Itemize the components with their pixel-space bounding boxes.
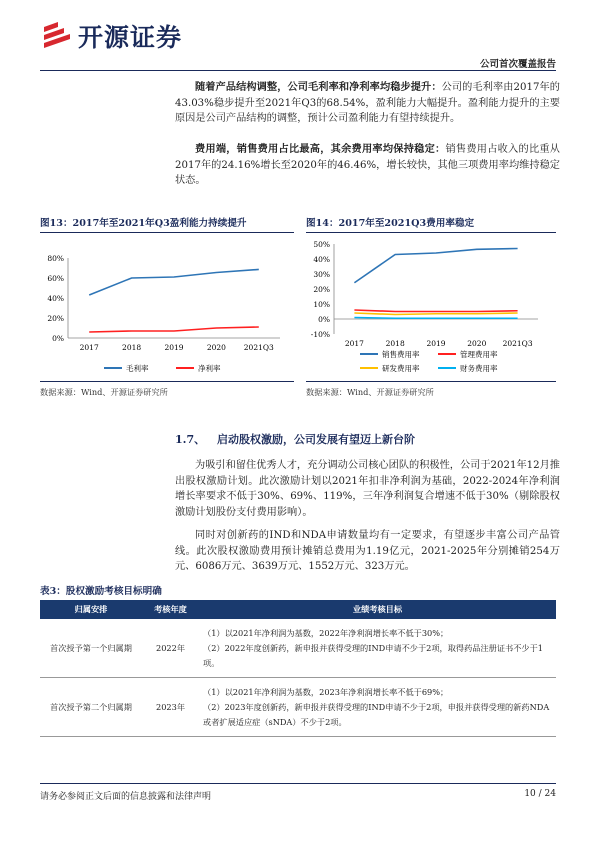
paragraph-text: 公司的毛利率由2017年的43.03%稳步提升至2021年Q3的68.54%，盈利能力大幅提升。盈利能力提升的主要原因是公司产品结构的调整，预计公司盈利能力有望持续提升。 — [175, 82, 560, 125]
table-header-cell: 业绩考核目标 — [199, 600, 556, 619]
x-tick-label: 2021Q3 — [243, 343, 274, 352]
figure-13-rule — [40, 232, 294, 233]
legend-label: 净利率 — [198, 364, 221, 373]
y-tick-label: 40% — [313, 255, 330, 264]
y-tick-label: 0% — [52, 334, 64, 343]
legend-label: 销售费用率 — [382, 350, 420, 359]
x-tick-label: 2017 — [344, 339, 364, 348]
table-cell-year: 2023年 — [142, 678, 199, 737]
incentive-target-table — [40, 600, 556, 737]
y-tick-label: 30% — [313, 270, 330, 279]
paragraph-ind-nda — [175, 528, 560, 575]
figure-13-title: 图13：2017年至2021年Q3盈利能力持续提升 — [40, 218, 247, 229]
table-header-cell: 归属安排 — [40, 600, 142, 619]
x-tick-label: 2018 — [122, 343, 142, 352]
x-tick-label: 2020 — [206, 343, 226, 352]
page-number: 10 / 24 — [524, 789, 556, 799]
table-row — [40, 619, 556, 678]
y-tick-label: 50% — [313, 240, 330, 249]
figure-13-source: 数据来源：Wind、开源证券研究所 — [40, 387, 168, 397]
legend-label: 管理费用率 — [460, 350, 498, 359]
y-tick-label: 60% — [47, 274, 64, 283]
requirement-line: （2）2023年度创新药，新申报并获得受理的IND申请不少于2项，申报并获得受理的新药NDA或者扩展适应症（sNDA）不少于2项。 — [203, 701, 550, 727]
paragraph-expense — [175, 142, 560, 189]
header-divider — [40, 70, 556, 71]
legend-label: 研发费用率 — [382, 364, 420, 373]
table-header-row — [40, 600, 556, 619]
series-line-毛利率 — [89, 269, 259, 295]
footer-disclaimer: 请务必参阅正文后面的信息披露和法律声明 — [40, 792, 212, 802]
y-tick-label: 10% — [313, 300, 330, 309]
paragraph-text: 销售费用占收入的比重从2017年的24.16%增长至2020年的46.46%，增长较快，其他三项费用率均维持稳定状态。 — [175, 144, 560, 187]
figure-14-rule — [306, 232, 556, 233]
table-cell-year: 2022年 — [142, 619, 199, 678]
x-tick-label: 2018 — [385, 339, 405, 348]
company-logo — [38, 19, 238, 53]
logo-mark-icon — [38, 19, 72, 53]
report-type: 公司首次覆盖报告 — [479, 59, 556, 70]
paragraph-text: 为吸引和留住优秀人才，充分调动公司核心团队的积极性，公司于2021年12月推出股权激励计划。此次激励计划以2021年扣非净利润为基础，2022-2024年净利润增长率要求不低于30%、69%、119%，三年净利润复合增速不低于30%（剔除股权激励计划股份支付费用影响）。 — [175, 460, 560, 519]
paragraph-margin — [175, 80, 560, 127]
requirement-line: （1）以2021年净利润为基数，2023年净利润增长率不低于69%； — [203, 686, 449, 697]
table-cell-requirement — [199, 619, 556, 678]
series-line-销售费用率 — [354, 249, 517, 283]
y-tick-label: 80% — [47, 254, 64, 263]
x-tick-label: 2019 — [426, 339, 446, 348]
x-tick-label: 2019 — [164, 343, 184, 352]
expense-ratio-chart — [306, 236, 556, 386]
logo-text: 开源证券 — [78, 23, 183, 52]
paragraph-text: 同时对创新药的IND和NDA申请数量均有一定要求，有望逐步丰富公司产品管线。此次股权激励费用预计摊销总费用为1.19亿元，2021-2025年分别摊销254万元、6086万元、3639万元、1552万元、323万元。 — [175, 530, 560, 573]
table-row — [40, 678, 556, 737]
y-tick-label: 20% — [313, 285, 330, 294]
figure-13-bottom-rule — [40, 381, 294, 382]
table-caption: 表3：股权激励考核目标明确 — [40, 586, 162, 597]
series-line-财务费用率 — [354, 318, 517, 319]
table-cell-period: 首次授予第一个归属期 — [40, 619, 142, 678]
y-tick-label: -10% — [310, 330, 330, 339]
y-tick-label: 0% — [318, 315, 330, 324]
footer-divider — [40, 783, 556, 784]
requirement-line: （1）以2021年净利润为基数，2022年净利润增长率不低于30%； — [203, 627, 449, 638]
figure-14-bottom-rule — [306, 381, 556, 382]
paragraph-bold-lead: 随着产品结构调整，公司毛利率和净利率均稳步提升： — [195, 81, 442, 93]
paragraph-bold-lead: 费用端，销售费用占比最高，其余费用率均保持稳定： — [195, 143, 446, 155]
section-number: 1.7、 — [175, 433, 206, 446]
figure-14-source: 数据来源：Wind、开源证券研究所 — [306, 387, 434, 397]
legend-label: 毛利率 — [126, 364, 149, 373]
table-cell-requirement — [199, 678, 556, 737]
requirement-line: （2）2022年度创新药，新申报并获得受理的IND申请不少于2项，取得药品注册证书不少于1项。 — [203, 642, 543, 668]
y-tick-label: 20% — [47, 314, 64, 323]
table-cell-period: 首次授予第二个归属期 — [40, 678, 142, 737]
paragraph-incentive — [175, 458, 560, 521]
series-line-管理费用率 — [354, 310, 517, 312]
x-tick-label: 2017 — [79, 343, 99, 352]
x-tick-label: 2020 — [467, 339, 487, 348]
y-tick-label: 40% — [47, 294, 64, 303]
section-heading — [175, 431, 415, 447]
table-header-cell: 考核年度 — [142, 600, 199, 619]
x-tick-label: 2021Q3 — [502, 339, 533, 348]
figure-14-title: 图14：2017年至2021Q3费用率稳定 — [306, 218, 475, 229]
profitability-chart — [40, 236, 294, 386]
series-line-净利率 — [89, 327, 259, 332]
legend-label: 财务费用率 — [460, 364, 498, 373]
section-title: 启动股权激励，公司发展有望迈上新台阶 — [216, 433, 415, 446]
